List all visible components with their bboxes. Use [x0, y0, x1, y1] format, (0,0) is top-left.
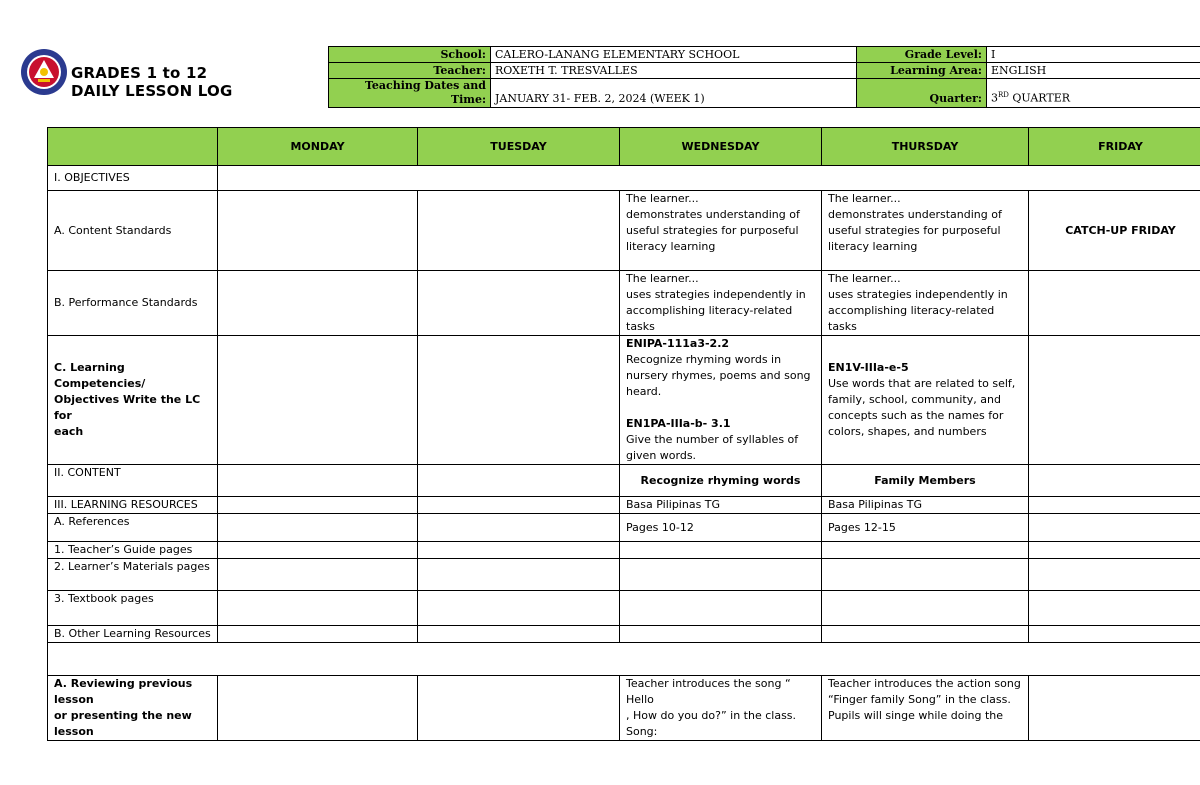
header-info-table — [328, 46, 1200, 108]
text-line: Song: — [626, 725, 658, 738]
title-line-2: DAILY LESSON LOG — [71, 82, 233, 100]
objectives-span — [218, 166, 1200, 191]
grade-level-value: I — [987, 47, 1200, 63]
content-thursday: Family Members — [822, 465, 1029, 497]
competency-code: EN1V-IIIa-e-5 — [828, 361, 909, 374]
deped-seal-logo — [20, 48, 68, 96]
reviewing-wednesday — [620, 676, 822, 741]
learning-area-value: ENGLISH — [987, 63, 1200, 79]
day-header-row — [48, 128, 1200, 166]
text-line: heard. — [626, 385, 662, 398]
resources-thursday: Basa Pilipinas TG — [822, 497, 1029, 514]
competency-code: EN1PA-IIIa-b- 3.1 — [626, 417, 731, 430]
competencies-friday — [1029, 336, 1200, 465]
content-label: II. CONTENT — [48, 465, 218, 497]
teaching-dates-label-1: Teaching Dates and — [364, 79, 486, 92]
text-line: colors, shapes, and numbers — [828, 425, 987, 438]
performance-standards-thursday — [822, 271, 1029, 336]
resources-wednesday: Basa Pilipinas TG — [620, 497, 822, 514]
teacher-label: Teacher: — [329, 63, 491, 79]
performance-standards-label: B. Performance Standards — [48, 271, 218, 336]
tg-pages-label: 1. Teacher’s Guide pages — [48, 542, 218, 559]
quarter-value — [987, 79, 1200, 108]
text-line: uses strategies independently in — [626, 288, 806, 301]
text-line: or presenting the new lesson — [54, 709, 192, 738]
text-line: Pupils will singe while doing the — [828, 709, 1004, 722]
text-line: family, school, community, and — [828, 393, 1001, 406]
day-friday: FRIDAY — [1029, 128, 1200, 166]
content-standards-thursday — [822, 191, 1029, 271]
content-standards-tuesday — [418, 191, 620, 271]
text-line: literacy learning — [626, 240, 716, 253]
text-line: uses strategies independently in — [828, 288, 1008, 301]
catch-up-friday: CATCH-UP FRIDAY — [1029, 191, 1200, 271]
teaching-dates-value: JANUARY 31- FEB. 2, 2024 (WEEK 1) — [491, 79, 857, 108]
day-thursday: THURSDAY — [822, 128, 1029, 166]
references-row — [48, 514, 1200, 542]
content-tuesday — [418, 465, 620, 497]
references-wednesday: Pages 10-12 — [620, 514, 822, 542]
performance-standards-monday — [218, 271, 418, 336]
tg-pages-row — [48, 542, 1200, 559]
lm-pages-label: 2. Learner’s Materials pages — [48, 559, 218, 591]
grade-level-label: Grade Level: — [857, 47, 987, 63]
performance-standards-row — [48, 271, 1200, 336]
text-line: given words. — [626, 449, 697, 462]
textbook-pages-row — [48, 591, 1200, 626]
textbook-pages-label: 3. Textbook pages — [48, 591, 218, 626]
text-line: Teacher introduces the action song — [828, 677, 1021, 690]
daily-lesson-log-table — [47, 127, 1200, 741]
text-line: , How do you do?” in the class. — [626, 709, 797, 722]
text-line: Use words that are related to self, — [828, 377, 1016, 390]
day-wednesday: WEDNESDAY — [620, 128, 822, 166]
reviewing-tuesday — [418, 676, 620, 741]
text-line: Give the number of syllables of — [626, 433, 799, 446]
procedures-span — [48, 643, 1200, 676]
text-line: literacy learning — [828, 240, 918, 253]
content-standards-row — [48, 191, 1200, 271]
reviewing-friday — [1029, 676, 1200, 741]
lm-pages-row — [48, 559, 1200, 591]
school-label: School: — [329, 47, 491, 63]
text-line: Objectives Write the LC for — [54, 393, 201, 422]
reviewing-thursday — [822, 676, 1029, 741]
procedures-spacer-row — [48, 643, 1200, 676]
text-line: A. Reviewing previous lesson — [54, 677, 193, 706]
reviewing-monday — [218, 676, 418, 741]
text-line: concepts such as the names for — [828, 409, 1004, 422]
text-line: The learner... — [626, 272, 699, 285]
other-resources-label: B. Other Learning Resources — [48, 626, 218, 643]
competency-code: ENIPA-111a3-2.2 — [626, 337, 730, 350]
quarter-number: 3 — [991, 92, 998, 105]
content-wednesday: Recognize rhyming words — [620, 465, 822, 497]
text-line: each — [54, 425, 84, 438]
title-line-1: GRADES 1 to 12 — [71, 64, 208, 82]
content-standards-wednesday — [620, 191, 822, 271]
teaching-dates-label — [329, 79, 491, 108]
day-header-blank — [48, 128, 218, 166]
text-line: nursery rhymes, poems and song — [626, 369, 811, 382]
resources-friday — [1029, 497, 1200, 514]
competencies-label — [48, 336, 218, 465]
document-title — [71, 64, 233, 100]
quarter-word: QUARTER — [1008, 92, 1071, 105]
competencies-wednesday — [620, 336, 822, 465]
competencies-tuesday — [418, 336, 620, 465]
resources-row — [48, 497, 1200, 514]
content-friday — [1029, 465, 1200, 497]
learning-area-label: Learning Area: — [857, 63, 987, 79]
objectives-row — [48, 166, 1200, 191]
performance-standards-friday — [1029, 271, 1200, 336]
performance-standards-wednesday — [620, 271, 822, 336]
school-value: CALERO-LANANG ELEMENTARY SCHOOL — [491, 47, 857, 63]
content-standards-label: A. Content Standards — [48, 191, 218, 271]
text-line: The learner... — [626, 192, 699, 205]
text-line: accomplishing literacy-related tasks — [626, 304, 793, 333]
quarter-ordinal: RD — [998, 91, 1009, 100]
content-standards-monday — [218, 191, 418, 271]
text-line: accomplishing literacy-related tasks — [828, 304, 995, 333]
references-thursday: Pages 12-15 — [822, 514, 1029, 542]
references-label: A. References — [48, 514, 218, 542]
quarter-label: Quarter: — [857, 79, 987, 108]
reviewing-label — [48, 676, 218, 741]
text-line: “Finger family Song” in the class. — [828, 693, 1011, 706]
references-monday — [218, 514, 418, 542]
text-line: Teacher introduces the song “ Hello — [626, 677, 791, 706]
references-tuesday — [418, 514, 620, 542]
day-monday: MONDAY — [218, 128, 418, 166]
text-line: demonstrates understanding of — [626, 208, 800, 221]
content-row — [48, 465, 1200, 497]
competencies-monday — [218, 336, 418, 465]
text-line: useful strategies for purposeful — [828, 224, 1001, 237]
resources-tuesday — [418, 497, 620, 514]
reviewing-row — [48, 676, 1200, 741]
text-line: Recognize rhyming words in — [626, 353, 782, 366]
resources-label: III. LEARNING RESOURCES — [48, 497, 218, 514]
resources-monday — [218, 497, 418, 514]
competencies-thursday — [822, 336, 1029, 465]
text-line: The learner... — [828, 192, 901, 205]
performance-standards-tuesday — [418, 271, 620, 336]
references-friday — [1029, 514, 1200, 542]
other-resources-row — [48, 626, 1200, 643]
text-line: useful strategies for purposeful — [626, 224, 799, 237]
content-monday — [218, 465, 418, 497]
teacher-value: ROXETH T. TRESVALLES — [491, 63, 857, 79]
text-line: demonstrates understanding of — [828, 208, 1002, 221]
objectives-label: I. OBJECTIVES — [48, 166, 218, 191]
text-line: The learner... — [828, 272, 901, 285]
text-line: C. Learning Competencies/ — [54, 361, 146, 390]
day-tuesday: TUESDAY — [418, 128, 620, 166]
teaching-dates-label-2: Time: — [450, 93, 486, 106]
competencies-row — [48, 336, 1200, 465]
